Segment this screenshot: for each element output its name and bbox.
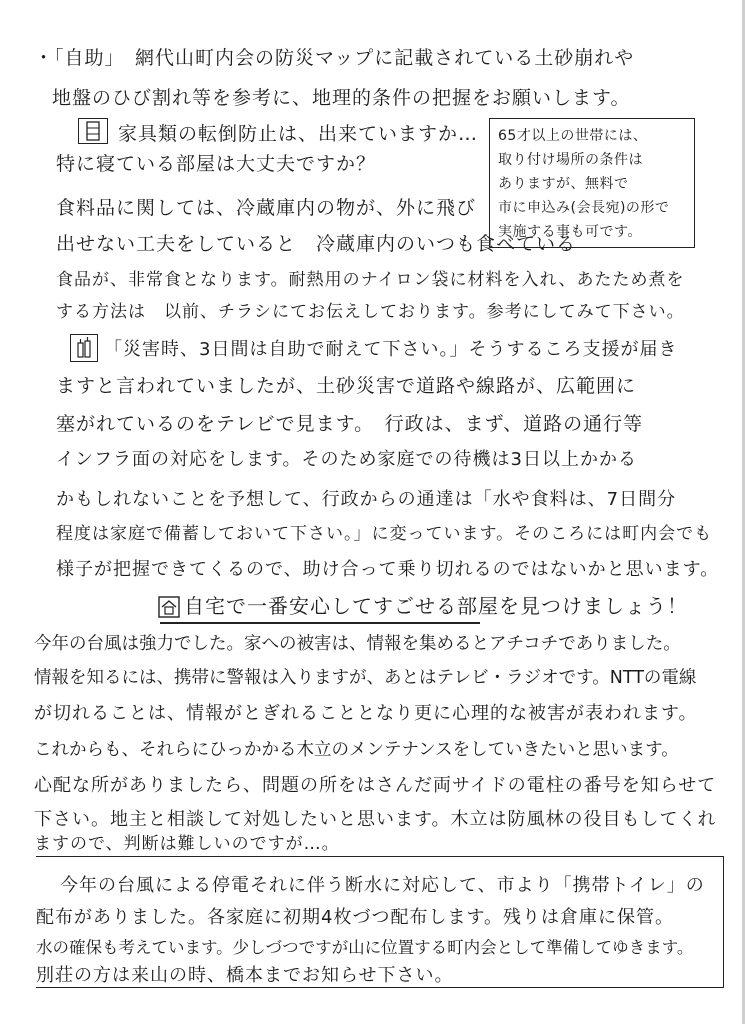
callout-line-5: 実施する事も可です。 <box>498 224 642 240</box>
callout-line-2: 取り付け場所の条件は <box>498 152 643 168</box>
callout-line-1: 65才以上の世帯には、 <box>498 128 648 144</box>
bottles-icon <box>70 334 98 362</box>
text-line-15: 様子が把握できてくるので、助け合って乗り切れるのではないかと思います。 <box>56 559 720 580</box>
text-line-18: が切れることは、情報がとぎれることとなり更に心理的な被害が表われます。 <box>34 703 698 724</box>
text-line-25: 水の確保も考えています。少しづつですが山に位置する町内会として準備してゆきます。 <box>36 938 694 957</box>
text-line-2: 地盤のひび割れ等を参考に、地理的条件の把握をお願いします。 <box>52 87 631 109</box>
cabinet-icon <box>78 118 108 144</box>
text-line-8: する方法は 以前、チラシにてお伝えしております。参考にしてみて下さい。 <box>56 302 685 322</box>
text-line-22: ますので、判断は難しいのですが…。 <box>34 834 340 854</box>
callout-box <box>489 118 695 248</box>
text-line-14: 程度は家庭で備蓄しておいて下さい。」に変っています。そのころには町内会でも <box>56 524 713 544</box>
text-line-24: 配布がありました。各家庭に初期4枚づつ配布します。残りは倉庫に保管。 <box>36 907 675 928</box>
text-line-11: 塞がれているのをテレビで見ます。 行政は、まず、道路の通行等 <box>56 413 644 435</box>
text-line-20: 心配な所がありましたら、問題の所をはさんだ両サイドの電柱の番号を知らせて <box>34 775 717 796</box>
text-line-21: 下さい。地主と相談して対処したいと思います。木立は防風林の役目もしてくれ <box>34 809 717 830</box>
section-heading: 自宅で一番安心してすごせる部屋を見つけましょう！ <box>184 594 688 618</box>
text-line-4: 特に寝ている部屋は大丈夫ですか？ <box>56 153 377 175</box>
callout-line-4: 市に申込み(会長宛)の形で <box>498 200 670 216</box>
text-line-26: 別荘の方は来山の時、橋本までお知らせ下さい。 <box>36 965 454 986</box>
text-line-3: 家具類の転倒防止は、出来ていますか… <box>118 123 479 145</box>
text-line-9: 「災害時、3日間は自助で耐えて下さい。」そうするころ支援が届き <box>104 339 678 360</box>
text-line-23: 今年の台風による停電それに伴う断水に対応して、市より「携帯トイレ」の <box>60 875 705 896</box>
callout-line-3: ありますが、無料で <box>498 176 629 192</box>
text-line-5: 食料品に関しては、冷蔵庫内の物が、外に飛び <box>56 197 477 219</box>
heading-underline <box>160 622 480 624</box>
text-line-12: インフラ面の対応をします。そのため家庭での待機は3日以上かかる <box>56 449 638 470</box>
text-line-19: これからも、それらにひっかかる木立のメンテナンスをしていきたいと思います。 <box>34 740 679 760</box>
text-line-7: 食品が、非常食となります。耐熱用のナイロン袋に材料を入れ、あたため煮を <box>56 270 685 290</box>
text-line-1: ・「自助」 網代山町内会の防災マップに記載されている土砂崩れや <box>34 47 635 69</box>
text-line-6: 出せない工夫をしていると 冷蔵庫内のいつも食べている <box>56 233 577 255</box>
text-line-16: 今年の台風は強力でした。家への被害は、情報を集めるとアチコチでありました。 <box>34 634 681 654</box>
text-line-17: 情報を知るには、携帯に警報は入りますが、あとはテレビ・ラジオです。NTTの電線 <box>34 668 697 688</box>
text-line-13: かもしれないことを予想して、行政からの通達は「水や食料は、7日間分 <box>56 489 677 510</box>
house-icon <box>158 596 180 618</box>
text-line-10: ますと言われていましたが、土砂災害で道路や線路が、広範囲に <box>56 375 637 397</box>
